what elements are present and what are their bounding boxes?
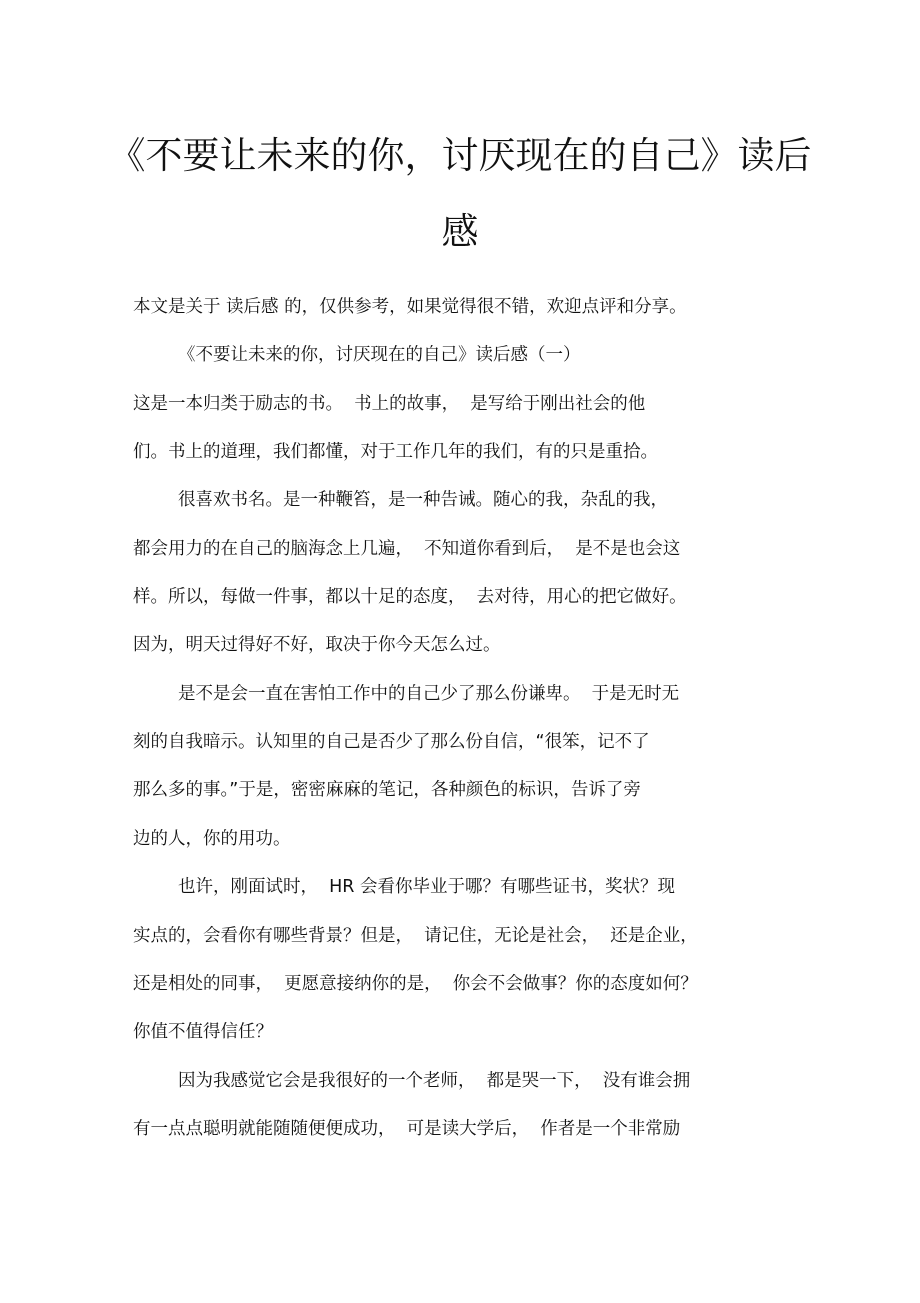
paragraph-line: 有一点点聪明就能随随便便成功， 可是读大学后， 作者是一个非常励 — [133, 1119, 681, 1139]
paragraph-line: 样。所以，每做一件事，都以十足的态度， 去对待，用心的把它做好。 — [133, 587, 687, 607]
paragraph-line: 也许，刚面试时， HR 会看你毕业于哪？有哪些证书，奖状？现 — [178, 877, 676, 897]
document-title-continued: 感 — [441, 210, 479, 253]
paragraph-line: 因为，明天过得好不好，取决于你今天怎么过。 — [133, 635, 501, 655]
section-heading: 《不要让未来的你，讨厌现在的自己》读后感（一） — [178, 345, 581, 365]
document-title: 《不要让未来的你，讨厌现在的自己》读后 — [108, 134, 812, 177]
paragraph-line: 边的人，你的用功。 — [133, 829, 291, 849]
paragraph-line: 是不是会一直在害怕工作中的自己少了那么份谦卑。 于是无时无 — [178, 684, 680, 704]
paragraph-line: 实点的，会看你有哪些背景？但是， 请记住，无论是社会， 还是企业， — [133, 926, 698, 946]
paragraph-line: 很喜欢书名。是一种鞭笞，是一种告诫。随心的我，杂乱的我， — [178, 490, 668, 510]
paragraph-line: 刻的自我暗示。认知里的自己是否少了那么份自信，“很笨，记不了 — [133, 732, 650, 752]
paragraph-line: 你值不值得信任？ — [133, 1022, 273, 1042]
paragraph-line: 们。书上的道理，我们都懂，对于工作几年的我们，有的只是重拾。 — [133, 442, 658, 462]
paragraph-line: 那么多的事。”于是，密密麻麻的笔记，各种颜色的标识，告诉了旁 — [133, 780, 641, 800]
paragraph-line: 因为我感觉它会是我很好的一个老师， 都是哭一下， 没有谁会拥 — [178, 1071, 691, 1091]
intro-line: 本文是关于 读后感 的，仅供参考，如果觉得很不错，欢迎点评和分享。 — [133, 297, 687, 317]
paragraph-line: 都会用力的在自己的脑海念上几遍， 不知道你看到后， 是不是也会这 — [133, 539, 681, 559]
paragraph-line: 这是一本归类于励志的书。 书上的故事， 是写给于刚出社会的他 — [133, 394, 646, 414]
paragraph-line: 还是相处的同事， 更愿意接纳你的是， 你会不会做事？你的态度如何？ — [133, 974, 698, 994]
